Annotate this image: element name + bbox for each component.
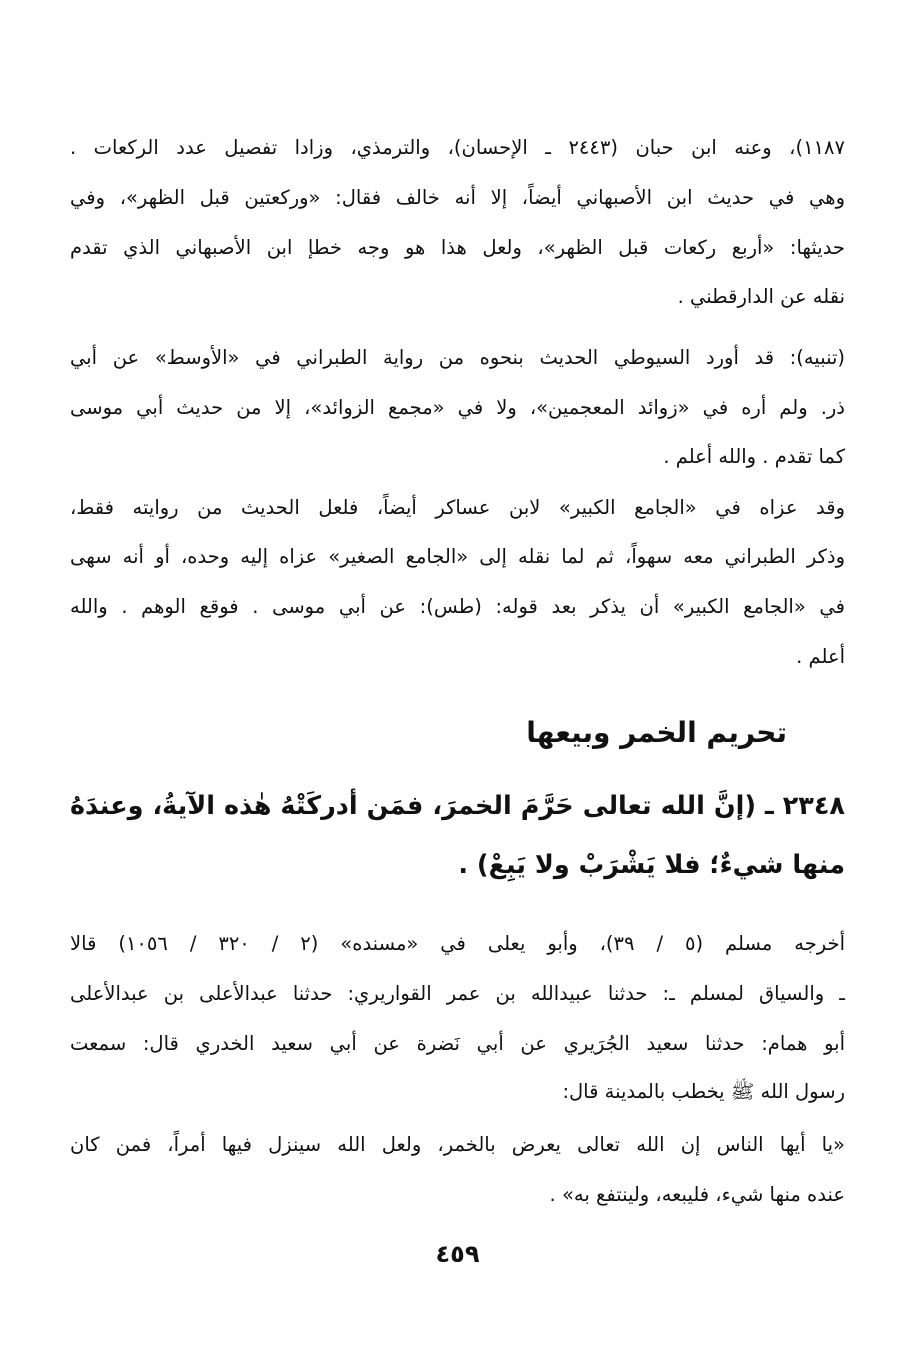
paragraph-1-line-2: وهي في حديث ابن الأصبهاني أيضاً، إلا أنه خالف فقال: «وركعتين قبل الظهر»، وفي <box>70 186 845 209</box>
paragraph-1-line-1: ١١٨٧)، وعنه ابن حبان (٢٤٤٣ ـ الإحسان)، والترمذي، وزادا تفصيل عدد الركعات . <box>70 136 845 159</box>
paragraph-1-line-4: نقله عن الدارقطني . <box>677 285 845 308</box>
quote-line-2: عنده منها شيء، فليبعه، ولينتفع به» . <box>549 1183 845 1206</box>
quote-line-1: «يا أيها الناس إن الله تعالى يعرض بالخمر، ولعل الله سينزل فيها أمراً، فمن كان <box>70 1133 845 1156</box>
paragraph-2-line-1: (تنبيه): قد أورد السيوطي الحديث بنحوه من رواية الطبراني في «الأوسط» عن أبي <box>70 346 845 369</box>
takhrij-line-1: أخرجه مسلم (٥ / ٣٩)، وأبو يعلى في «مسنده» (٢ / ٣٢٠ / ١٠٥٦) قالا <box>70 932 845 955</box>
paragraph-3-line-1: وقد عزاه في «الجامع الكبير» لابن عساكر أيضاً، فلعل الحديث من روايته فقط، <box>70 496 845 519</box>
paragraph-1-line-3: حديثها: «أربع ركعات قبل الظهر»، ولعل هذا هو وجه خطإ ابن الأصبهاني الذي تقدم <box>70 236 845 259</box>
takhrij-line-2: ـ والسياق لمسلم ـ: حدثنا عبيدالله بن عمر القواريري: حدثنا عبدالأعلى بن عبدالأعلى <box>70 982 845 1005</box>
paragraph-3-line-4: أعلم . <box>796 645 845 668</box>
page-number: ٤٥٩ <box>435 1240 480 1268</box>
hadith-line-2: منها شيءٌ؛ فلا يَشْرَبْ ولا يَبِعْ) . <box>458 850 845 880</box>
takhrij-line-4: رسول الله ﷺ يخطب بالمدينة قال: <box>562 1080 845 1103</box>
hadith-line-1: ٢٣٤٨ ـ (إنَّ الله تعالى حَرَّمَ الخمرَ، فمَن أدركَتْهُ هٰذه الآيةُ، وعندَهُ <box>70 791 845 821</box>
section-heading: تحريم الخمر وبيعها <box>526 716 787 749</box>
paragraph-2-line-3: كما تقدم . والله أعلم . <box>663 445 845 468</box>
paragraph-2-line-2: ذر. ولم أره في «زوائد المعجمين»، ولا في «مجمع الزوائد»، إلا من حديث أبي موسى <box>70 396 845 419</box>
paragraph-3-line-3: في «الجامع الكبير» أن يذكر بعد قوله: (طس): عن أبي موسى . فوقع الوهم . والله <box>70 595 845 618</box>
takhrij-line-3: أبو همام: حدثنا سعيد الجُرَيري عن أبي نَضرة عن أبي سعيد الخدري قال: سمعت <box>70 1032 845 1055</box>
paragraph-3-line-2: وذكر الطبراني معه سهواً، ثم لما نقله إلى «الجامع الصغير» عزاه إليه وحده، أو أنه سهى <box>70 545 845 568</box>
